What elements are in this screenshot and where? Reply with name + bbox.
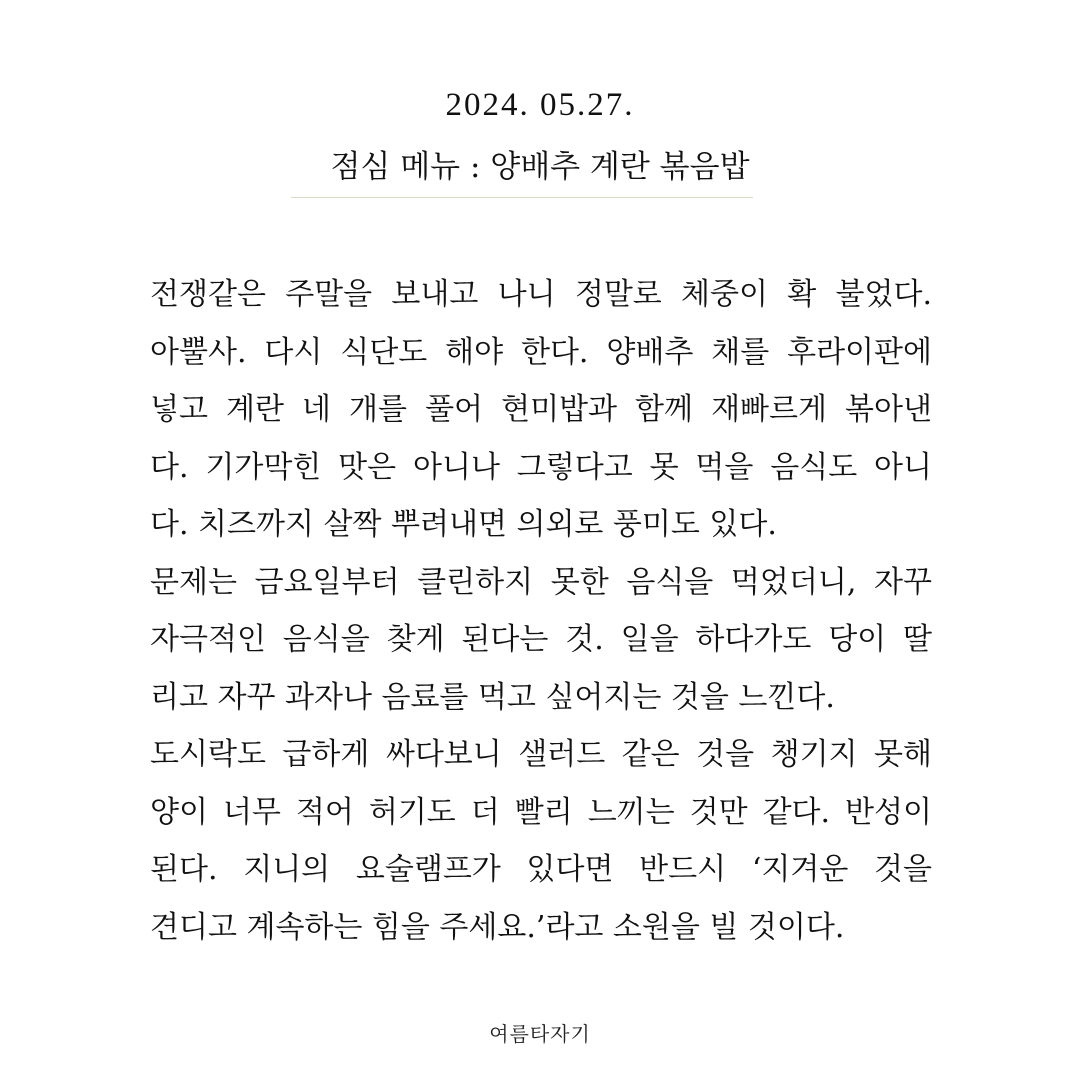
body-line: 다. 치즈까지 살짝 뿌려내면 의외로 풍미도 있다. <box>150 507 777 542</box>
divider <box>291 197 753 198</box>
menu-subtitle: 점심 메뉴 : 양배추 계란 볶음밥 <box>330 149 750 185</box>
body-line: 넣고 계란 네 개를 풀어 현미밥과 함께 재빠르게 볶아낸 <box>150 392 932 427</box>
body-line: 다. 기가막힌 맛은 아니나 그렇다고 못 먹을 음식도 아니 <box>150 449 932 485</box>
body-text <box>150 266 932 956</box>
body-line: 된다. 지니의 요술램프가 있다면 반드시 ‘지겨운 것을 <box>150 852 932 887</box>
date-title: 2024. 05.27. <box>445 87 635 123</box>
footer-signature: 여름타자기 <box>489 1022 591 1046</box>
body-line: 자극적인 음식을 찾게 된다는 것. 일을 하다가도 당이 딸 <box>150 622 932 657</box>
body-line: 문제는 금요일부터 클린하지 못한 음식을 먹었더니, 자꾸 <box>150 564 932 600</box>
body-line: 리고 자꾸 과자나 음료를 먹고 싶어지는 것을 느낀다. <box>150 679 835 715</box>
body-line: 견디고 계속하는 힘을 주세요.’라고 소원을 빌 것이다. <box>150 909 845 945</box>
body-line: 전쟁같은 주말을 보내고 나니 정말로 체중이 확 불었다. <box>150 277 932 312</box>
header <box>0 80 1080 192</box>
body-line: 아뿔사. 다시 식단도 해야 한다. 양배추 채를 후라이판에 <box>150 334 932 370</box>
body-line: 도시락도 급하게 싸다보니 샐러드 같은 것을 챙기지 못해 <box>150 737 932 772</box>
body-line: 양이 너무 적어 허기도 더 빨리 느끼는 것만 같다. 반성이 <box>150 794 932 830</box>
